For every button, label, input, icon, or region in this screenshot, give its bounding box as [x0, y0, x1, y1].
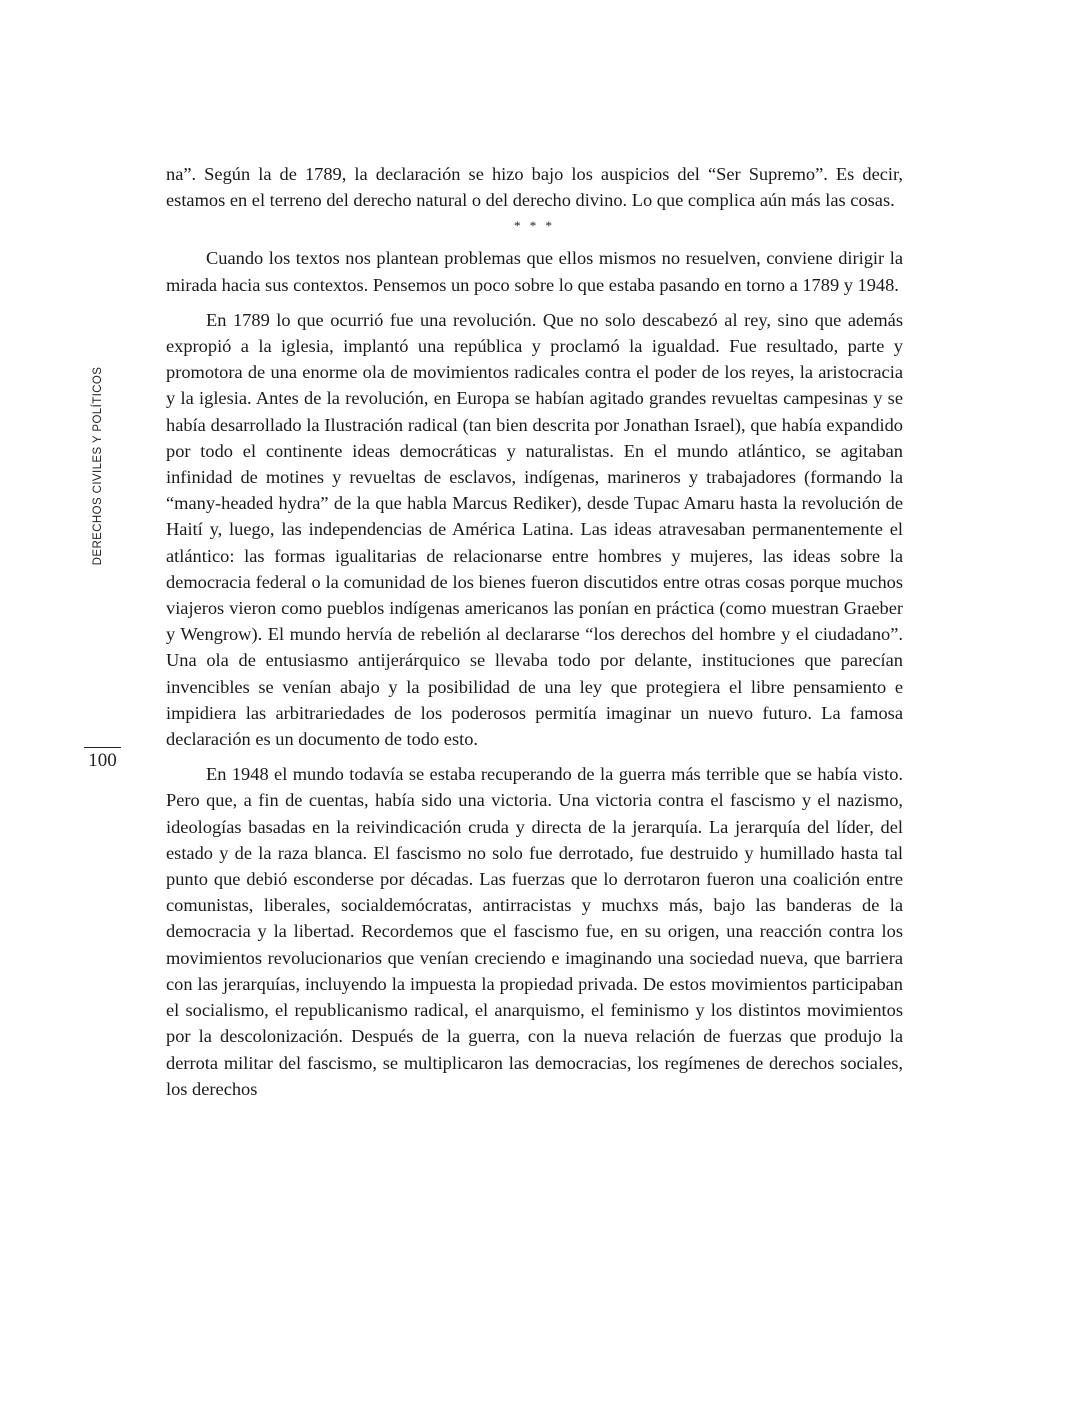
paragraph: En 1789 lo que ocurrió fue una revolución. Que no solo descabezó al rey, sino que además expropió a la iglesia, implantó una república y proclamó la igualdad. Fue resultado, parte y promotora de una enorme ola de movimientos radicales contra el poder de los reyes, la aristocracia y la iglesia. Antes de la revolución, en Europa se habían agitado grandes revueltas campesinas y se había desarrollado la Ilustración radical (tan bien descrita por Jonathan Israel), que había expandido por todo el continente ideas democráticas y naturalistas. En el mundo atlántico, se agitaban infinidad de motines y revueltas de esclavos, indígenas, marineros y trabajadores (formando la “many-headed hydra” de la que habla Marcus Rediker), desde Tupac Amaru hasta la revolución de Haití y, luego, las independencias de América Latina. Las ideas atravesaban permanentemente el atlántico: las formas igualitarias de relacionarse entre hombres y mujeres, las ideas sobre la democracia federal o la comunidad de los bienes fueron discutidos entre otras cosas porque muchos viajeros vieron como pueblos indígenas americanos las ponían en práctica (como muestran Graeber y Wengrow). El mundo hervía de rebelión al declararse “los derechos del hombre y el ciudadano”. Una ola de entusiasmo antijerárquico se llevaba todo por delante, instituciones que parecían invencibles se venían abajo y la posibilidad de una ley que protegiera el libre pensamiento e impidiera las arbitrariedades de los poderosos permitía imaginar un nuevo futuro. La famosa declaración es un documento de todo esto. — [166, 309, 903, 750]
section-separator: * * * — [514, 218, 555, 234]
paragraph: En 1948 el mundo todavía se estaba recuperando de la guerra más terrible que se había visto. Pero que, a fin de cuentas, había sido una victoria. Una victoria contra el fascismo y el nazismo, ideologías basadas en la reivindicación cruda y directa de la jerarquía. La jerarquía del líder, del estado y de la raza blanca. El fascismo no solo fue derrotado, fue destruido y humillado hasta tal punto que debió esconderse por décadas. Las fuerzas que lo derrotaron fueron una coalición entre comunistas, liberales, socialdemócratas, antirracistas y muchxs más, bajo las banderas de la democracia y la libertad. Recordemos que el fascismo fue, en su origen, una reacción contra los movimientos revolucionarios que venían creciendo e imaginando una sociedad nueva, que barriera con las jerarquías, incluyendo la impuesta la propiedad privada. De estos movimientos participaban el socialismo, el republicanismo radical, el anarquismo, el feminismo y los distintos movimientos por la descolonización. Después de la guerra, con la nueva relación de fuerzas que produjo la derrota militar del fascismo, se multiplicaron las democracias, los regímenes de derechos sociales, los derechos — [166, 764, 903, 1099]
paragraph: Cuando los textos nos plantean problemas que ellos mismos no resuelven, conviene dirigir la mirada hacia sus contextos. Pensemos un poco sobre lo que estaba pasando en torno a 1789 y 1948. — [166, 248, 903, 295]
page-number-rule — [84, 747, 121, 748]
page-number: 100 — [88, 750, 117, 771]
body-text — [166, 161, 903, 1102]
paragraph-continuation: na”. Según la de 1789, la declaración se hizo bajo los auspicios del “Ser Supremo”. Es decir, estamos en el terreno del derecho natural o del derecho divino. Lo que complica aún más las cosas. — [166, 164, 903, 211]
running-head: DERECHOS CIVILES Y POLÍTICOS — [92, 366, 104, 566]
